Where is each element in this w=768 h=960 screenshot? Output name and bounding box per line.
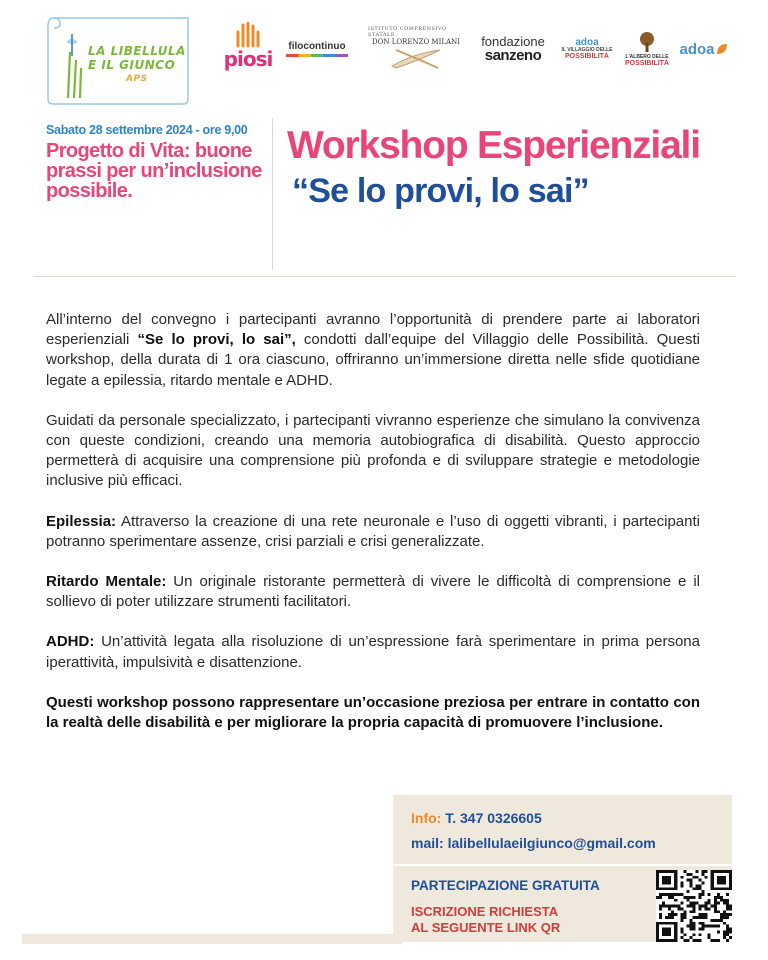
- epilessia-paragraph: [46, 512, 700, 552]
- event-title: Progetto di Vita: buone prassi per un’inclusione possibile.: [46, 140, 262, 202]
- closing-paragraph: Questi workshop possono rappresentare un’occasione preziosa per entrare in contatto con la realtà delle disabilità e per migliorare la propria capacità di promuovere l’inclusione.: [46, 693, 700, 732]
- milani-line-1: ISTITUTO COMPRENSIVO STATALE: [368, 26, 447, 38]
- hand-icon: [234, 22, 262, 48]
- logo-line-2: E IL GIUNCO: [88, 58, 176, 72]
- feather-pen-icon: [386, 46, 446, 72]
- logo-line-3: APS: [126, 74, 148, 84]
- filocontinuo-logo: [282, 26, 352, 72]
- info-phone: [411, 810, 542, 826]
- epilessia-label: Epilessia:: [46, 512, 117, 530]
- event-date: Sabato 28 settembre 2024 - ore 9,00: [46, 123, 248, 137]
- intro-paragraph: [46, 310, 700, 391]
- registration-line-1: ISCRIZIONE RICHIESTA: [411, 904, 559, 919]
- info-label: Info:: [411, 810, 442, 826]
- sanzeno-line-2: sanzeno: [484, 47, 542, 64]
- approach-paragraph: Guidati da personale specializzato, i partecipanti vivranno esperienze che simulano la convivenza con queste condizioni, creando una memoria autobiografica di disabilità. Questo approccio permetterà di acquisire una comprensione più profonda e di sviluppare strategie e metodologie inclusive più efficaci.: [46, 411, 700, 490]
- info-mail[interactable]: mail: lalibellulaeilgiunco@gmail.com: [411, 835, 656, 851]
- piosi-logo: [222, 26, 274, 72]
- don-milani-logo: [368, 26, 464, 72]
- albero-line-1: L'ALBERO DELLE: [625, 54, 669, 60]
- logo-line-1: LA LIBELLULA: [88, 44, 186, 58]
- body-text: [46, 310, 700, 753]
- villaggio-line-2: POSSIBILITÀ: [565, 53, 609, 60]
- registration-line-2: AL SEGUENTE LINK QR: [411, 920, 561, 935]
- adhd-paragraph: [46, 632, 700, 672]
- workshop-title: Workshop Esperienziali: [287, 124, 700, 167]
- tree-icon: [636, 31, 658, 53]
- ritardo-label: Ritardo Mentale:: [46, 573, 167, 591]
- ritardo-text: Un originale ristorante permetterà di vivere le difficoltà di comprensione e il sollievo di poter utilizzare strumenti facilitatori.: [46, 573, 701, 611]
- section-rule: [34, 276, 736, 277]
- intro-text-c: condotti dall’equipe del Villaggio delle Possibilità. Questi workshop, della durata di 1 ora ciascuno, offriranno un’immersione diretta nelle sfide quotidiane legate a epilessia, ritardo mentale e ADHD.: [46, 331, 700, 389]
- phone-number[interactable]: T. 347 0326605: [441, 810, 542, 826]
- la-libellula-logo: [44, 12, 192, 106]
- free-participation: PARTECIPAZIONE GRATUITA: [411, 878, 600, 893]
- adoa-text: adoa: [679, 40, 715, 58]
- leaf-icon: [715, 42, 729, 56]
- milani-line-2: DON LORENZO MILANI: [372, 38, 460, 46]
- intro-text-a: All’interno del convegno i partecipanti avranno l’opportunità di prendere parte ai laboratori esperienziali: [46, 311, 700, 349]
- qr-code[interactable]: [656, 870, 732, 942]
- albero-line-2: POSSIBILITÀ: [625, 60, 669, 67]
- villaggio-line-1: IL VILLAGGIO DELLE: [561, 47, 613, 53]
- villaggio-adoa: adoa: [575, 37, 599, 48]
- albero-possibilita-logo: [620, 26, 674, 72]
- qr-code-icon: [656, 870, 732, 942]
- filocontinuo-bar: [286, 54, 348, 57]
- intro-highlight: “Se lo provi, lo sai”,: [137, 331, 296, 349]
- info-separator: [393, 864, 732, 866]
- workshop-subtitle: “Se lo provi, lo sai”: [292, 172, 589, 210]
- adoa-logo: [676, 26, 732, 72]
- title-divider: [272, 118, 273, 270]
- piosi-text: piosi: [223, 47, 273, 71]
- filocontinuo-text: filocontinuo: [288, 41, 346, 52]
- sanzeno-line-1: fondazione: [481, 34, 545, 49]
- ritardo-paragraph: [46, 572, 700, 612]
- bottom-band: [22, 934, 402, 944]
- adhd-text: Un’attività legata alla risoluzione di un’espressione farà sperimentare in prima persona iperattività, impulsività e disattenzione.: [46, 633, 700, 671]
- villaggio-possibilita-logo: [558, 26, 616, 72]
- fondazione-sanzeno-logo: [474, 26, 552, 72]
- epilessia-text: Attraverso la creazione di una rete neuronale e l’uso di oggetti vibranti, i partecipanti potranno sperimentare assenze, crisi parziali e crisi generalizzate.: [46, 512, 700, 550]
- adhd-label: ADHD:: [46, 633, 95, 651]
